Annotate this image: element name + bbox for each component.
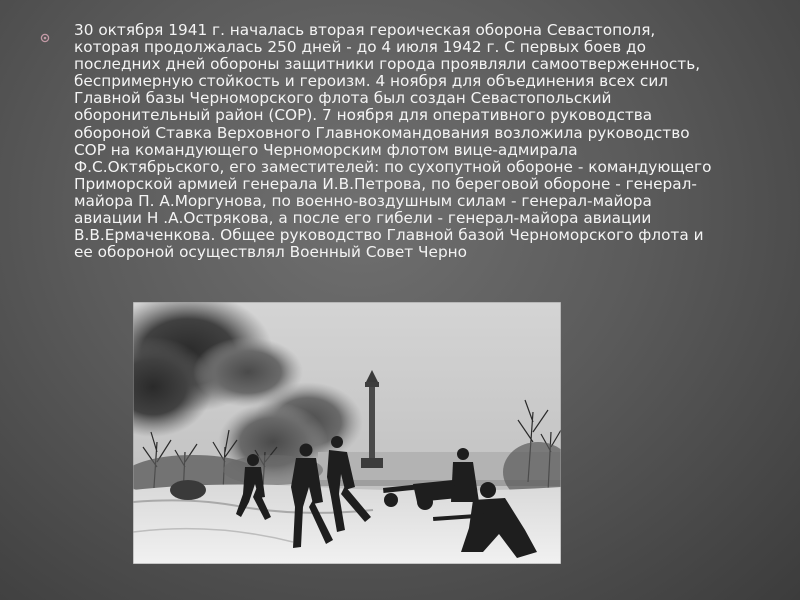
- war-photo-image: [133, 302, 561, 564]
- circle-bullet-icon: [40, 33, 50, 43]
- bullet-paragraph: [40, 22, 740, 261]
- body-text: 30 октября 1941 г. началась вторая героическая оборона Севастополя, которая продолжалась 250 дней - до 4 июля 1942 г. С первых боев до последних дней обороны защитники города проявляли самоотверженность, беспримерную стойкость и героизм. 4 ноября для объединения всех сил Главной базы Черноморского флота был создан Севастопольский оборонительный район (СОР). 7 ноября для оперативного руководства обороной Ставка Верховного Главнокомандования возложила руководство СОР на командующего Черноморским флотом вице-адмирала Ф.С.Октябрьского, его заместителей: по сухопутной обороне - командующего Приморской армией генерала И.В.Петрова, по береговой обороне - генерал-майора П. А.Моргунова, по военно-воздушным силам - генерал-майора авиации Н .А.Острякова, а после его гибели - генерал-майора авиации В.В.Ермаченкова. Общее руководство Главной базой Черноморского флота и ее обороной осуществлял Военный Совет Черно: [74, 21, 712, 262]
